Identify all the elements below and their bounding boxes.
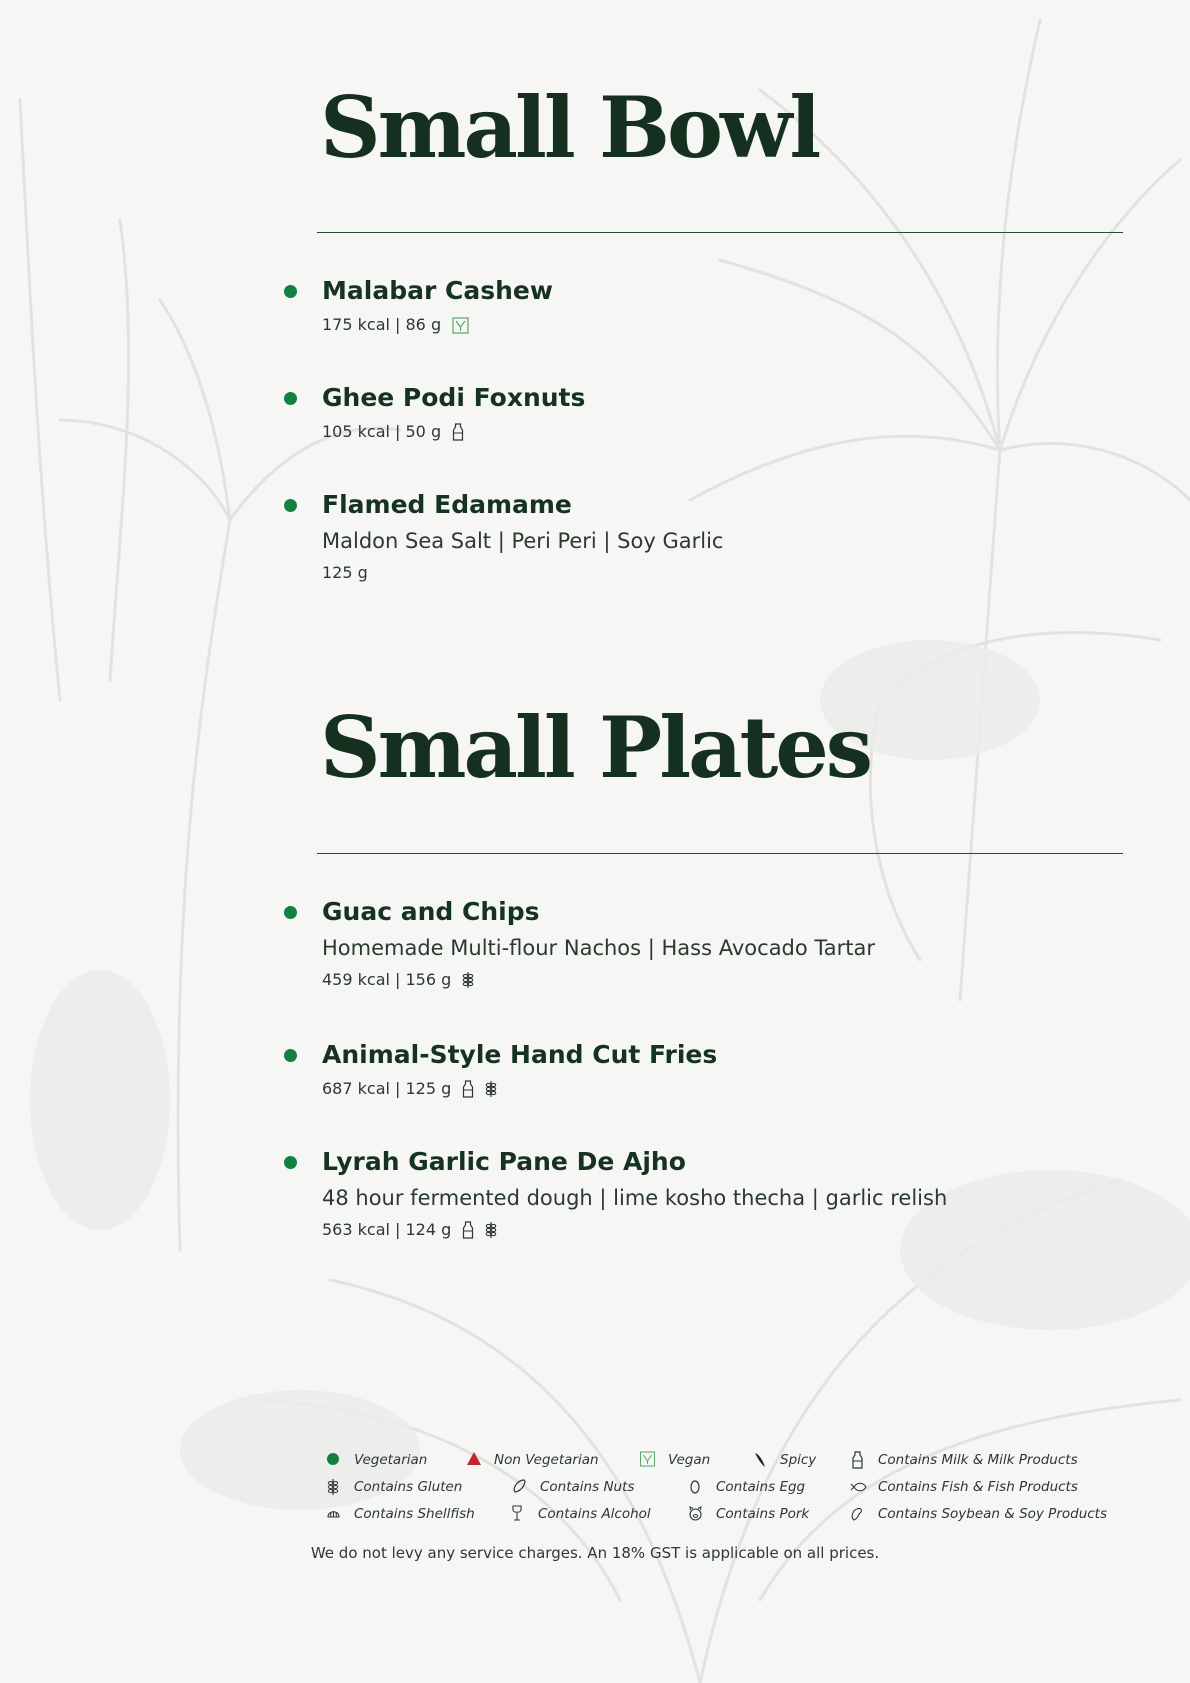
vegetarian-dot-icon (284, 1049, 297, 1062)
gluten-icon (326, 1478, 342, 1496)
item-meta: 105 kcal | 50 g (322, 420, 1142, 448)
alcohol-icon (510, 1505, 526, 1523)
milk-icon (850, 1451, 866, 1469)
section-title-small-bowl: Small Bowl (320, 78, 819, 177)
gluten-icon (462, 971, 474, 996)
menu-item (322, 488, 1142, 585)
menu-item (322, 274, 1142, 341)
vegetarian-dot-icon (326, 1451, 342, 1469)
vegetarian-dot-icon (284, 499, 297, 512)
item-name: Ghee Podi Foxnuts (322, 383, 586, 412)
milk-icon (462, 1221, 474, 1246)
service-charge-note: We do not levy any service charges. An 18% GST is applicable on all prices. (310, 1544, 880, 1562)
vegetarian-dot-icon (284, 906, 297, 919)
section-divider (317, 232, 1123, 233)
vegetarian-dot-icon (284, 285, 297, 298)
gluten-icon (485, 1221, 497, 1246)
item-meta: 175 kcal | 86 g (322, 313, 1142, 341)
nut-icon (512, 1478, 528, 1496)
section-title-small-plates: Small Plates (320, 698, 871, 797)
item-description: Homemade Multi-flour Nachos | Hass Avocado Tartar (322, 936, 876, 960)
gluten-icon (485, 1080, 497, 1105)
vegan-icon (452, 317, 469, 341)
section-divider (317, 853, 1123, 854)
soybean-icon (850, 1505, 866, 1523)
egg-icon (688, 1478, 704, 1496)
non-vegetarian-triangle-icon (466, 1451, 482, 1469)
item-description: 48 hour fermented dough | lime kosho thecha | garlic relish (322, 1186, 948, 1210)
chili-icon (752, 1451, 768, 1469)
milk-icon (462, 1080, 474, 1105)
item-name: Animal-Style Hand Cut Fries (322, 1040, 718, 1069)
menu-item (322, 381, 1142, 448)
item-meta: 563 kcal | 124 g (322, 1218, 1142, 1246)
item-description: Maldon Sea Salt | Peri Peri | Soy Garlic (322, 529, 724, 553)
menu-item (322, 895, 1142, 996)
fish-icon (850, 1478, 866, 1496)
item-meta: 459 kcal | 156 g (322, 968, 1142, 996)
shellfish-icon (326, 1505, 342, 1523)
vegetarian-dot-icon (284, 1156, 297, 1169)
item-name: Guac and Chips (322, 897, 540, 926)
item-meta: 125 g (322, 563, 368, 582)
item-meta: 687 kcal | 125 g (322, 1077, 1142, 1105)
pork-icon (688, 1505, 704, 1523)
item-name: Malabar Cashew (322, 276, 553, 305)
milk-icon (452, 423, 464, 448)
menu-item (322, 1038, 1142, 1105)
item-name: Lyrah Garlic Pane De Ajho (322, 1147, 686, 1176)
menu-item (322, 1145, 1142, 1246)
item-name: Flamed Edamame (322, 490, 572, 519)
vegetarian-dot-icon (284, 392, 297, 405)
vegan-icon (640, 1451, 656, 1469)
